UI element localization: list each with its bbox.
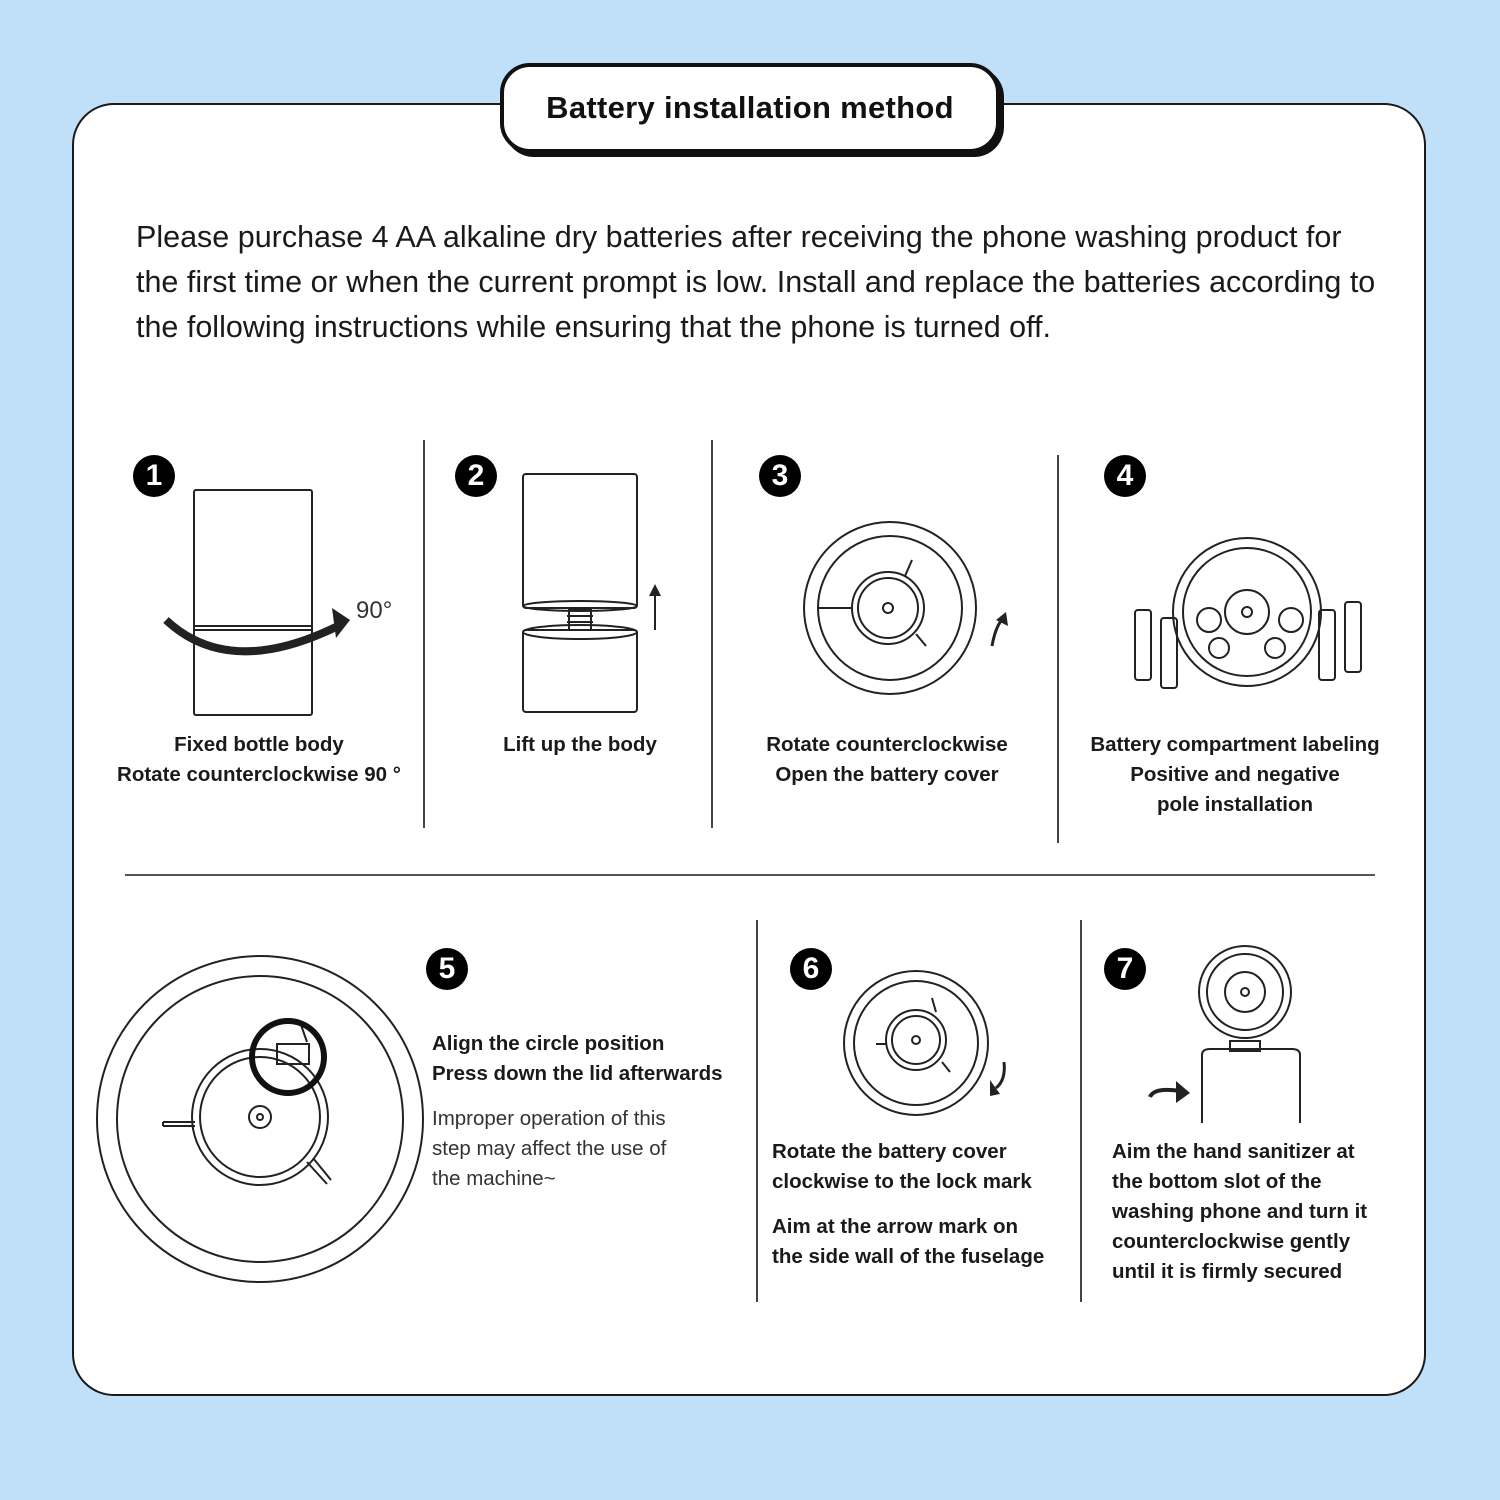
step-5-figure [95,962,435,1282]
step-6-caption [772,1137,1072,1197]
page-title: Battery installation method [500,63,1000,153]
step-5-caption [432,1029,752,1089]
step-3-caption [720,730,1054,790]
caption-line: Fixed bottle body [174,733,344,756]
caption-line: Rotate counterclockwise 90 ° [117,763,401,786]
intro-text: Please purchase 4 AA alkaline dry batteries after receiving the phone washing product for the first time or when the current prompt is low. Install and replace the batteries according to the following instructions while ensuring that the phone is turned off. [136,220,1376,344]
step-3-number: 3 [759,455,801,497]
note-line: the machine~ [432,1167,556,1190]
step-7-number: 7 [1104,948,1146,990]
caption-line: Open the battery cover [775,763,999,786]
caption-line: Rotate the battery cover [772,1140,1007,1163]
step-2-figure [515,470,675,720]
step-4-number: 4 [1104,455,1146,497]
step-6-caption-secondary [772,1212,1077,1272]
step-6-number: 6 [790,948,832,990]
caption-line: Press down the lid afterwards [432,1062,723,1085]
divider-5-6 [756,920,758,1302]
caption-line: the side wall of the fuselage [772,1245,1045,1268]
step-2-caption [430,730,730,760]
step-7-figure [1140,945,1340,1130]
caption-line: Aim at the arrow mark on [772,1215,1019,1238]
step-5-warning-note [432,1104,732,1194]
step-4-figure [1125,530,1375,700]
step-1-caption [90,730,428,790]
step-3-figure [800,520,1030,700]
rotation-angle-label: 90° [356,597,393,624]
note-line: step may affect the use of [432,1137,667,1160]
caption-line: clockwise to the lock mark [772,1170,1032,1193]
caption-line: counterclockwise gently [1112,1230,1351,1253]
caption-line: the bottom slot of the [1112,1170,1322,1193]
step-1-figure [160,480,420,730]
step-5-number: 5 [426,948,468,990]
caption-line: until it is firmly secured [1112,1260,1343,1283]
step-2-number: 2 [455,455,497,497]
step-6-figure [840,968,1020,1118]
caption-line: Lift up the body [503,733,657,756]
step-7-caption [1112,1137,1412,1287]
note-line: Improper operation of this [432,1107,666,1130]
row-divider [125,874,1375,876]
step-1-number: 1 [133,455,175,497]
caption-line: pole installation [1156,793,1314,816]
caption-line: Rotate counterclockwise [766,733,1008,756]
caption-line: Positive and negative [1130,763,1340,786]
divider-2-3 [711,440,713,828]
divider-6-7 [1080,920,1082,1302]
caption-line: Align the circle position [432,1032,665,1055]
caption-line: Battery compartment labeling [1090,733,1380,756]
caption-line: Aim the hand sanitizer at [1112,1140,1355,1163]
caption-line: washing phone and turn it [1112,1200,1368,1223]
divider-3-4 [1057,455,1059,843]
step-4-caption [1065,730,1405,820]
